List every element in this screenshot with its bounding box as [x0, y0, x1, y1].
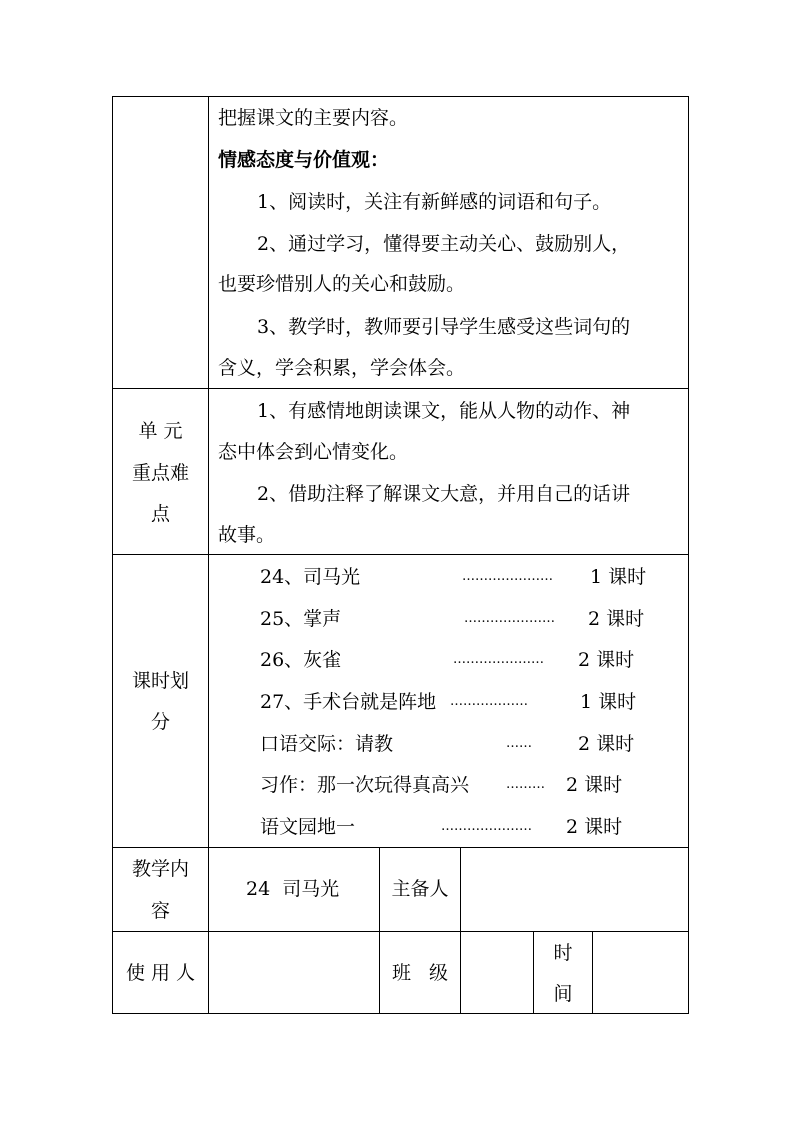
list-item-title: 27、手术台就是阵地	[260, 691, 437, 713]
row-label: 点	[150, 503, 170, 525]
time-label: 间	[553, 983, 573, 1005]
row-label: 单 元	[138, 420, 183, 442]
list-item-dots: …………………	[464, 611, 555, 626]
list-item-hours: 1 课时	[590, 566, 647, 588]
list-item-hours: 2 课时	[578, 733, 635, 755]
list-item-hours: 2 课时	[588, 608, 645, 630]
list-item-hours: 2 课时	[566, 774, 623, 796]
grid-line	[592, 931, 593, 1014]
list-item-title: 25、掌声	[260, 608, 342, 630]
row-label: 重点难	[131, 462, 189, 484]
row-label: 课时划	[131, 670, 189, 692]
grid-line	[112, 931, 689, 932]
row-label: 分	[150, 711, 170, 733]
objective-text: 把握课文的主要内容。	[218, 107, 409, 129]
grid-line	[208, 96, 209, 1014]
user-label: 使 用 人	[125, 962, 196, 984]
objective-item: 含义，学会积累，学会体会。	[218, 357, 466, 379]
grid-line	[460, 847, 461, 1014]
objective-item: 2、通过学习，懂得要主动关心、鼓励别人，	[257, 233, 631, 255]
list-item-hours: 1 课时	[580, 691, 637, 713]
grid-line	[379, 847, 380, 1014]
teaching-content-label: 教学内	[131, 858, 189, 880]
grid-line	[688, 96, 689, 1014]
objective-item: 3、教学时，教师要引导学生感受这些词句的	[257, 316, 631, 338]
section-heading: 情感态度与价值观：	[218, 149, 390, 171]
list-item-dots: ……	[506, 736, 532, 751]
time-label: 时	[553, 942, 573, 964]
list-item-title: 26、灰雀	[260, 649, 342, 671]
key-point-item: 1、有感情地朗读课文，能从人物的动作、神	[257, 400, 631, 422]
list-item-title: 习作：那一次玩得真高兴	[260, 774, 470, 796]
objective-item: 1、阅读时，关注有新鲜感的词语和句子。	[257, 191, 612, 213]
list-item-dots: ………	[506, 777, 545, 792]
class-label: 班 级	[391, 962, 449, 984]
objective-item: 也要珍惜别人的关心和鼓励。	[218, 273, 466, 295]
grid-line	[112, 554, 689, 555]
preparer-label: 主备人	[391, 878, 449, 900]
list-item-hours: 2 课时	[578, 649, 635, 671]
list-item-dots: …………………	[462, 569, 553, 584]
list-item-dots: …………………	[453, 652, 544, 667]
list-item-title: 口语交际：请教	[260, 733, 394, 755]
list-item-dots: …………………	[441, 819, 532, 834]
teaching-content-value: 24 司马光	[246, 878, 340, 900]
list-item-title: 语文园地一	[260, 816, 356, 838]
grid-line	[112, 96, 689, 97]
grid-line	[112, 1013, 689, 1014]
key-point-item: 态中体会到心情变化。	[218, 441, 409, 463]
list-item-dots: ………………	[450, 694, 528, 709]
grid-line	[112, 847, 689, 848]
teaching-content-label: 容	[150, 900, 170, 922]
list-item-hours: 2 课时	[566, 816, 623, 838]
grid-line	[112, 388, 689, 389]
key-point-item: 2、借助注释了解课文大意，并用自己的话讲	[257, 483, 631, 505]
key-point-item: 故事。	[218, 524, 276, 546]
list-item-title: 24、司马光	[260, 566, 361, 588]
